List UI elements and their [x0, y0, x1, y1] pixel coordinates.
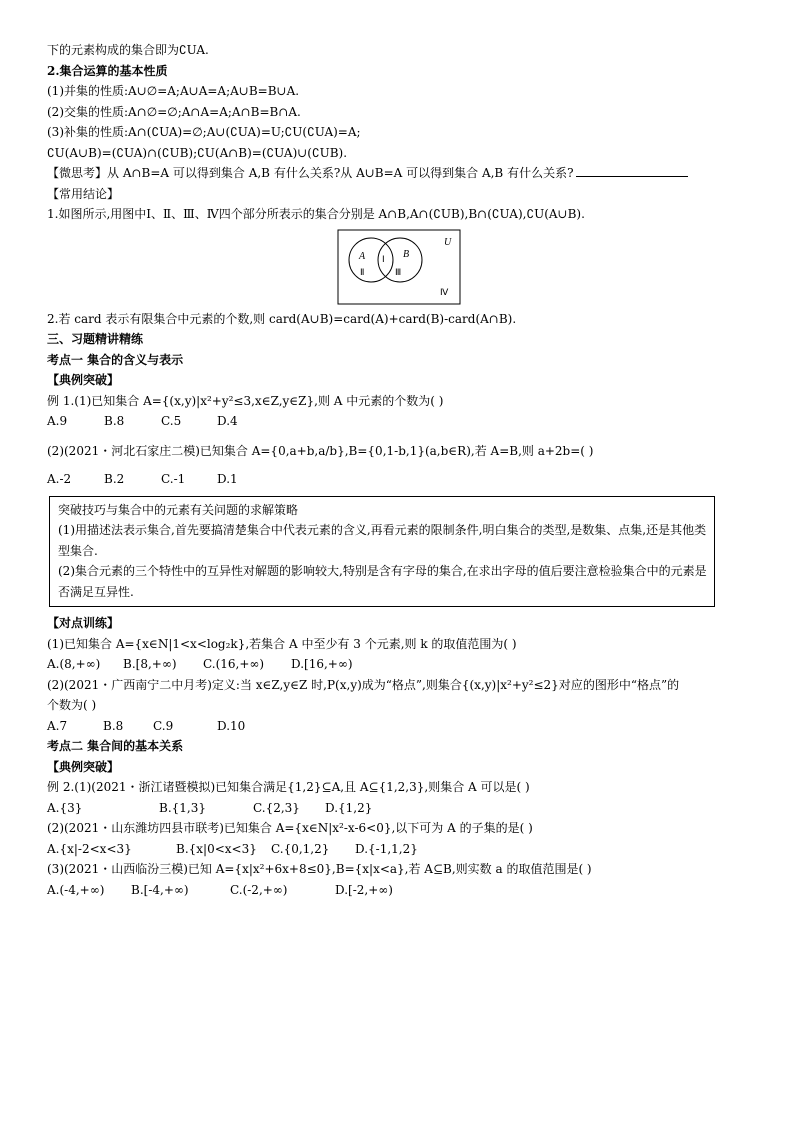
text-line: 下的元素构成的集合即为∁UA. — [47, 43, 209, 57]
common-heading: 【常用结论】 — [47, 186, 120, 201]
example-1-1-options — [47, 411, 747, 432]
example-2-3: (3)(2021・山西临汾三模)已知 A={x|x²+6x+8≤0},B={x|x<a},若 A⊆B,则实数 a 的取值范围是( ) — [47, 862, 592, 876]
option: B.[-4,+∞) — [131, 882, 189, 897]
strategy-box — [49, 496, 715, 608]
think-text: 【微思考】从 A∩B=A 可以得到集合 A,B 有什么关系?从 A∪B=A 可以得到集合 A,B 有什么关系? — [47, 166, 574, 180]
prop-union: (1)并集的性质:A∪∅=A;A∪A=A;A∪B=B∪A. — [47, 84, 300, 98]
region-2: Ⅱ — [360, 266, 365, 277]
venn-diagram — [337, 229, 461, 305]
label-u: U — [444, 236, 452, 248]
option: A.-2 — [47, 472, 72, 486]
strategy-title: 突破技巧与集合中的元素有关问题的求解策略 — [58, 502, 299, 517]
label-a: A — [359, 250, 366, 262]
training-2-options — [47, 716, 747, 737]
circle-a — [349, 238, 393, 282]
option: B.{x|0<x<3} — [176, 841, 257, 856]
option: B.[8,+∞) — [123, 657, 177, 671]
option: C.-1 — [161, 472, 186, 486]
option: B.{1,3} — [159, 800, 206, 815]
option: C.(16,+∞) — [203, 657, 265, 671]
option: C.{0,1,2} — [271, 841, 330, 856]
conclusion-2: 2.若 card 表示有限集合中元素的个数,则 card(A∪B)=card(A)+card(B)-card(A∩B). — [47, 311, 517, 326]
option: B.8 — [104, 414, 125, 428]
training-2: (2)(2021・广西南宁二中月考)定义:当 x∈Z,y∈Z 时,P(x,y)成为“格点”,则集合{(x,y)|x²+y²≤2}对应的图形中“格点”的 — [47, 677, 680, 692]
training-1: (1)已知集合 A={x∈N|1<x<log₂k},若集合 A 中至少有 3 个元素,则 k 的取值范围为( ) — [47, 636, 517, 651]
training-heading: 【对点训练】 — [47, 616, 120, 630]
option: A.9 — [47, 414, 68, 428]
option: D.{-1,1,2} — [355, 841, 418, 856]
example-2-2: (2)(2021・山东潍坊四县市联考)已知集合 A={x∈N|x²-x-6<0},以下可为 A 的子集的是( ) — [47, 821, 533, 835]
option: B.8 — [103, 718, 124, 733]
example-2-3-options — [47, 880, 747, 901]
option: A.{x|-2<x<3} — [47, 841, 132, 856]
conclusion-1: 1.如图所示,用图中Ⅰ、Ⅱ、Ⅲ、Ⅳ四个部分所表示的集合分别是 A∩B,A∩(∁UB),B∩(∁UA),∁U(A∪B). — [47, 207, 585, 221]
option: C.9 — [153, 718, 174, 733]
key-point-1: 考点一 集合的含义与表示 — [47, 352, 184, 367]
option: D.{1,2} — [325, 800, 373, 815]
option: D.10 — [217, 718, 246, 733]
typical-heading-2: 【典例突破】 — [47, 759, 120, 774]
example-1-2-options — [47, 469, 747, 490]
option: D.[-2,+∞) — [335, 882, 393, 897]
option: B.2 — [104, 472, 125, 486]
document-page — [47, 40, 747, 900]
typical-heading-1: 【典例突破】 — [47, 373, 120, 387]
training-2-cont: 个数为( ) — [47, 698, 97, 712]
option: C.(-2,+∞) — [230, 882, 288, 897]
option: A.(-4,+∞) — [47, 882, 105, 897]
option: D.4 — [217, 414, 238, 428]
strategy-point-1: (1)用描述法表示集合,首先要搞清楚集合中代表元素的含义,再看元素的限制条件,明白集合的类型,是数集、点集,还是其他类型集合. — [58, 523, 707, 558]
venn-diagram-container — [47, 225, 747, 309]
prop-heading: 2.集合运算的基本性质 — [47, 63, 168, 78]
region-4: Ⅳ — [440, 286, 449, 297]
section-3-heading: 三、习题精讲精练 — [47, 332, 144, 346]
example-1-2: (2)(2021・河北石家庄二模)已知集合 A={0,a+b,a/b},B={0,1-b,1}(a,b∈R),若 A=B,则 a+2b=( ) — [47, 443, 594, 458]
region-1: Ⅰ — [382, 253, 385, 264]
prop-demorgan: ∁U(A∪B)=(∁UA)∩(∁UB);∁U(A∩B)=(∁UA)∪(∁UB). — [47, 145, 348, 160]
example-2-1: 例 2.(1)(2021・浙江诸暨模拟)已知集合满足{1,2}⊆A,且 A⊆{1,2,3},则集合 A 可以是( ) — [47, 780, 530, 794]
think-question — [47, 163, 747, 184]
option: D.1 — [217, 472, 238, 486]
option: A.(8,+∞) — [47, 657, 101, 671]
strategy-point-2: (2)集合元素的三个特性中的互异性对解题的影响较大,特别是含有字母的集合,在求出字母的值后要注意检验集合中的元素是否满足互异性. — [58, 564, 707, 599]
example-1-1: 例 1.(1)已知集合 A={(x,y)|x²+y²≤3,x∈Z,y∈Z},则 A 中元素的个数为( ) — [47, 393, 444, 408]
example-2-2-options — [47, 839, 747, 860]
option: C.{2,3} — [253, 800, 300, 815]
prop-complement: (3)补集的性质:A∩(∁UA)=∅;A∪(∁UA)=U;∁U(∁UA)=A; — [47, 125, 361, 139]
prop-intersection: (2)交集的性质:A∩∅=∅;A∩A=A;A∩B=B∩A. — [47, 104, 301, 119]
option: D.[16,+∞) — [291, 657, 353, 671]
label-b: B — [403, 248, 410, 260]
option: A.7 — [47, 718, 68, 733]
option: C.5 — [161, 414, 182, 428]
option: A.{3} — [47, 800, 83, 815]
answer-blank — [576, 164, 688, 177]
key-point-2: 考点二 集合间的基本关系 — [47, 739, 184, 753]
example-2-1-options — [47, 798, 747, 819]
training-1-options — [47, 654, 747, 675]
region-3: Ⅲ — [395, 266, 402, 277]
